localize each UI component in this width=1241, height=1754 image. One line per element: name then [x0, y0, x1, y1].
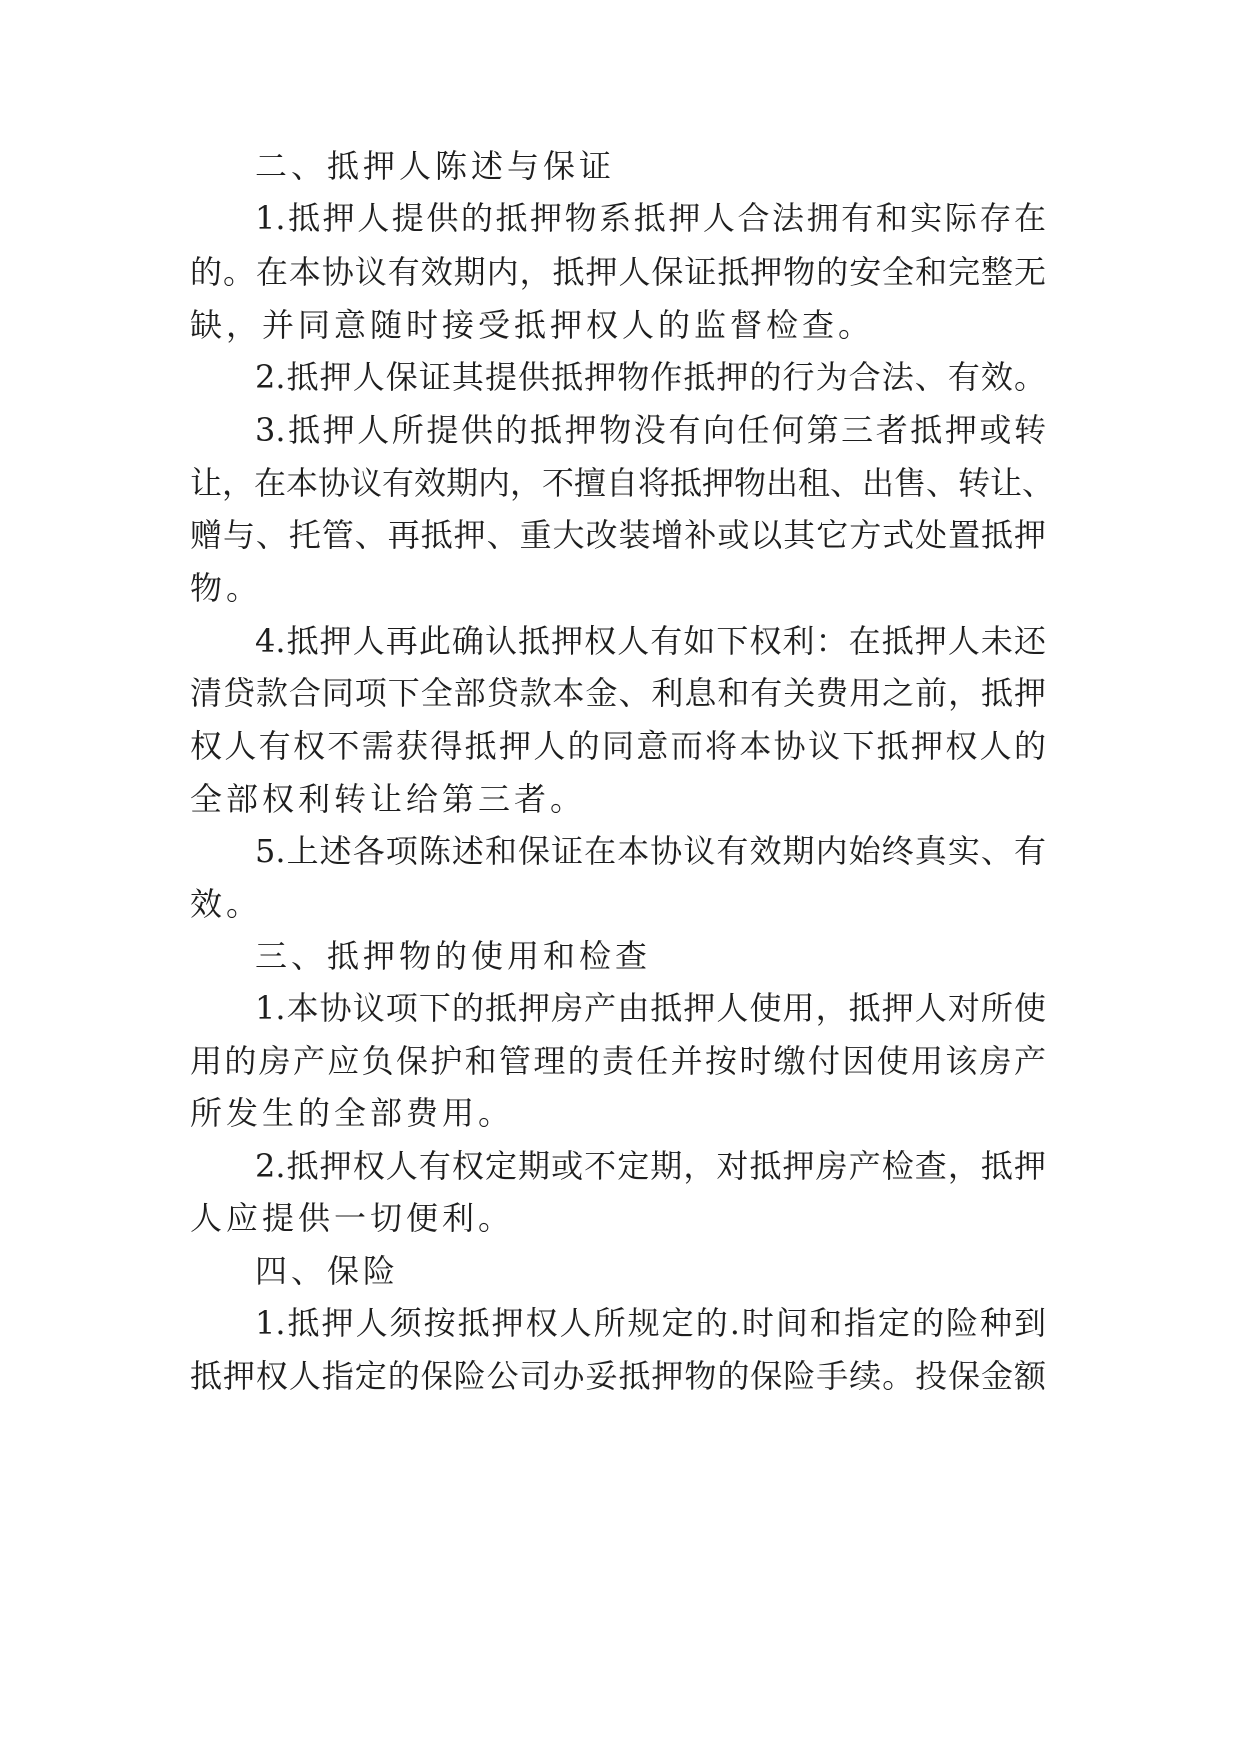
paragraph-line: 3.抵押人所提供的抵押物没有向任何第三者抵押或转 — [255, 411, 1046, 449]
paragraph-line: 所发生的全部费用。 — [190, 1094, 515, 1132]
paragraph-line: 1.本协议项下的抵押房产由抵押人使用，抵押人对所使 — [255, 989, 1046, 1027]
paragraph-line: 赠与、托管、再抵押、重大改装增补或以其它方式处置抵押 — [190, 516, 1046, 554]
paragraph-line: 用的房产应负保护和管理的责任并按时缴付因使用该房产 — [190, 1042, 1046, 1080]
paragraph-line: 全部权利转让给第三者。 — [190, 780, 587, 818]
paragraph-line: 抵押权人指定的保险公司办妥抵押物的保险手续。投保金额 — [190, 1357, 1046, 1395]
paragraph-line: 清贷款合同项下全部贷款本金、利息和有关费用之前，抵押 — [190, 674, 1046, 712]
paragraph-line: 5.上述各项陈述和保证在本协议有效期内始终真实、有 — [255, 832, 1046, 870]
paragraph-line: 人应提供一切便利。 — [190, 1199, 515, 1237]
paragraph-line: 1.抵押人须按抵押权人所规定的.时间和指定的险种到 — [255, 1304, 1046, 1342]
paragraph-line: 2.抵押人保证其提供抵押物作抵押的行为合法、有效。 — [255, 358, 1046, 396]
paragraph-line: 效。 — [190, 885, 263, 923]
paragraph-line: 缺，并同意随时接受抵押权人的监督检查。 — [190, 306, 875, 344]
paragraph-line: 权人有权不需获得抵押人的同意而将本协议下抵押权人的 — [190, 727, 1046, 765]
section-heading-4: 四、保险 — [255, 1252, 400, 1290]
paragraph-line: 的。在本协议有效期内，抵押人保证抵押物的安全和完整无 — [190, 253, 1046, 291]
section-heading-3: 三、抵押物的使用和检查 — [255, 937, 652, 975]
paragraph-line: 2.抵押权人有权定期或不定期，对抵押房产检查，抵押 — [255, 1147, 1046, 1185]
paragraph-line: 物。 — [190, 569, 263, 607]
paragraph-line: 让，在本协议有效期内，不擅自将抵押物出租、出售、转让、 — [190, 464, 1055, 502]
paragraph-line: 4.抵押人再此确认抵押权人有如下权利：在抵押人未还 — [255, 622, 1046, 660]
section-heading-2: 二、抵押人陈述与保证 — [255, 147, 616, 185]
paragraph-line: 1.抵押人提供的抵押物系抵押人合法拥有和实际存在 — [255, 199, 1046, 237]
